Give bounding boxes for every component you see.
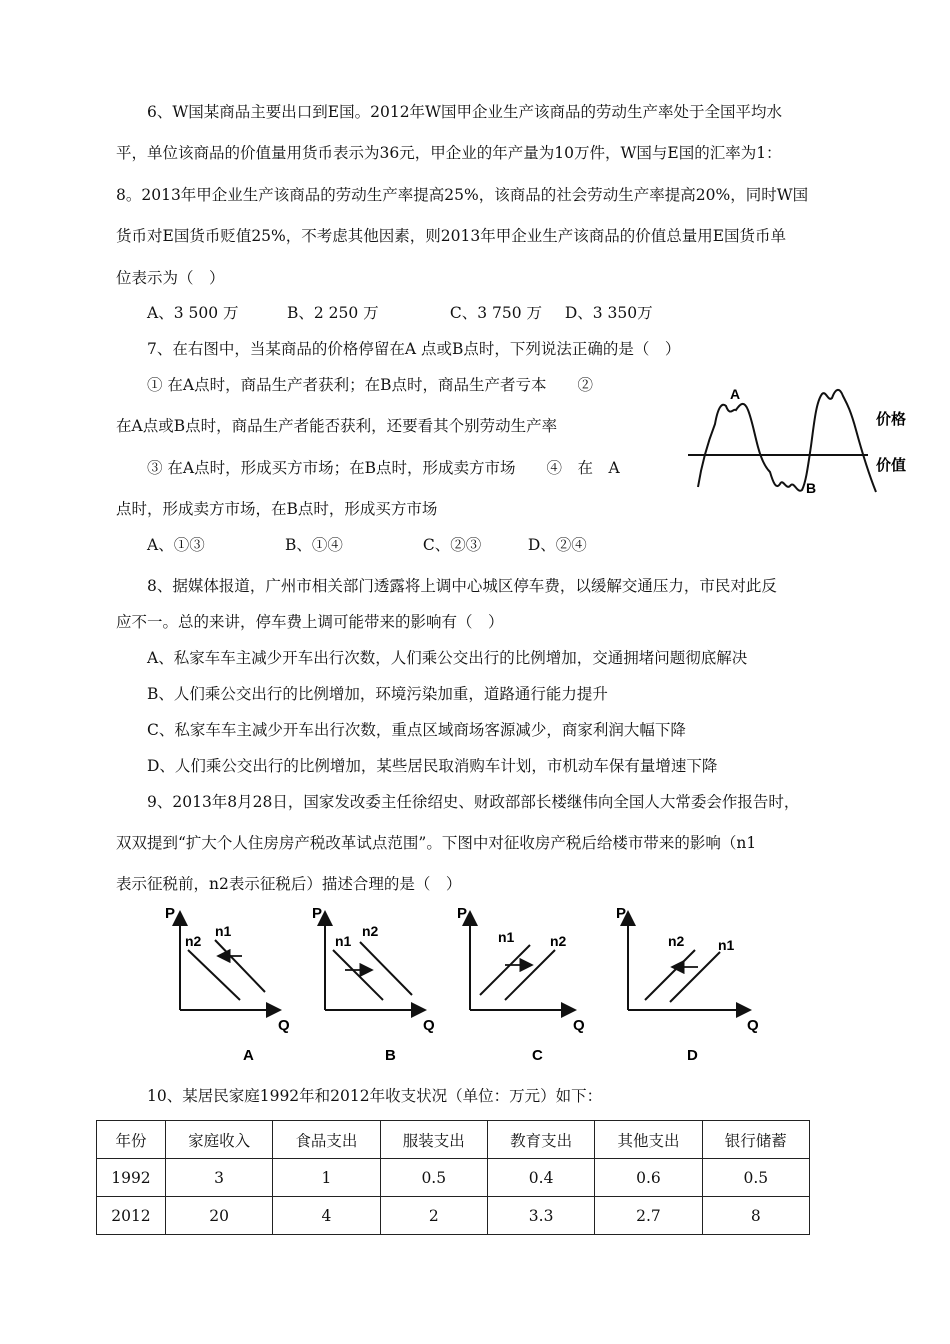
graph-c-p-label: P — [457, 905, 468, 922]
graph-a-n2-label: n2 — [185, 933, 202, 949]
q7-line-1: 7、在右图中，当某商品的价格停留在A 点或B点时，下列说法正确的是（ ） — [147, 340, 681, 358]
table-cell: 20 — [165, 1197, 272, 1235]
graph-d-p-label: P — [616, 905, 627, 922]
graph-a-n1-label: n1 — [215, 923, 232, 939]
table-header: 银行储蓄 — [702, 1121, 809, 1159]
q7-options — [147, 535, 587, 555]
table-header: 教育支出 — [487, 1121, 594, 1159]
graph-b-n2-label: n2 — [362, 923, 379, 939]
graph-a-label: A — [243, 1047, 254, 1064]
q8-option-c: C、私家车车主减少开车出行次数，重点区域商场客源减少，商家利润大幅下降 — [147, 721, 686, 739]
graph-c-n2-label: n2 — [550, 933, 567, 949]
q10-title: 10、某居民家庭1992年和2012年收支状况（单位：万元）如下： — [147, 1087, 603, 1105]
price-label: 价格 — [876, 411, 907, 428]
price-value-figure — [680, 372, 925, 502]
table-cell: 3.3 — [487, 1197, 594, 1235]
graph-c — [457, 905, 585, 1064]
q7-line-5: 点时，形成卖方市场，在B点时，形成买方市场 — [116, 500, 438, 518]
graph-a-q-label: Q — [278, 1017, 290, 1034]
table-cell: 2012 — [97, 1197, 166, 1235]
graph-b-p-label: P — [312, 905, 323, 922]
q6-option-b: B、2 250 万 — [286, 304, 379, 322]
table-header: 食品支出 — [273, 1121, 380, 1159]
q7-option-c: C、②③ — [422, 536, 482, 554]
graph-a — [165, 905, 290, 1064]
q7-line-2: ① 在A点时，商品生产者获利；在B点时，商品生产者亏本 ② — [147, 376, 594, 394]
q6-option-d: D、3 350万 — [564, 304, 653, 322]
graph-c-n2-line — [505, 950, 555, 1000]
graph-b-n1-label: n1 — [335, 933, 352, 949]
income-expense-table — [96, 1120, 810, 1235]
q7-option-b: B、①④ — [284, 536, 343, 554]
q7-option-a: A、①③ — [147, 536, 205, 554]
table-cell: 1 — [273, 1159, 380, 1197]
table-cell: 3 — [165, 1159, 272, 1197]
q9-line-3: 表示征税前，n2表示征税后）描述合理的是（ ） — [116, 875, 462, 893]
table-cell: 0.5 — [702, 1159, 809, 1197]
q9-graphs — [150, 900, 800, 1070]
graph-c-n1-label: n1 — [498, 929, 515, 945]
graph-c-q-label: Q — [573, 1017, 585, 1034]
table-row — [97, 1159, 810, 1197]
table-header: 其他支出 — [595, 1121, 702, 1159]
q6-options — [147, 303, 653, 323]
q7-line-3: 在A点或B点时，商品生产者能否获利，还要看其个别劳动生产率 — [116, 417, 558, 435]
table-cell: 8 — [702, 1197, 809, 1235]
graph-d-n2-line — [645, 950, 695, 1000]
table-cell: 0.5 — [380, 1159, 487, 1197]
q8-option-d: D、人们乘公交出行的比例增加，某些居民取消购车计划，市机动车保有量增速下降 — [147, 757, 718, 775]
q6-line-4: 货币对E国货币贬值25%，不考虑其他因素，则2013年甲企业生产该商品的价值总量用E国货币单 — [116, 227, 787, 245]
graph-c-n1-line — [480, 945, 530, 995]
point-a-label: A — [730, 386, 741, 402]
q9-line-2: 双双提到“扩大个人住房房产税改革试点范围”。下图中对征收房产税后给楼市带来的影响（n1 — [116, 834, 757, 852]
graph-d-n2-label: n2 — [668, 933, 685, 949]
q7-line-4: ③ 在A点时，形成买方市场；在B点时，形成卖方市场 ④ 在 A — [147, 459, 620, 477]
table-cell: 1992 — [97, 1159, 166, 1197]
graph-b-n2-line — [360, 942, 412, 995]
q8-option-a: A、私家车车主减少开车出行次数，人们乘公交出行的比例增加，交通拥堵问题彻底解决 — [147, 649, 748, 667]
q6-line-2: 平，单位该商品的价值量用货币表示为36元，甲企业的年产量为10万件，W国与E国的汇率为1： — [116, 144, 782, 162]
q6-option-a: A、3 500 万 — [147, 304, 239, 322]
q6-line-1: 6、W国某商品主要出口到E国。2012年W国甲企业生产该商品的劳动生产率处于全国平均水 — [147, 103, 782, 121]
table-cell: 2.7 — [595, 1197, 702, 1235]
graph-c-label: C — [532, 1047, 543, 1064]
graph-b-label: B — [385, 1047, 396, 1064]
value-label: 价值 — [876, 457, 907, 474]
q8-option-b: B、人们乘公交出行的比例增加，环境污染加重，道路通行能力提升 — [147, 685, 608, 703]
graph-d-q-label: Q — [747, 1017, 759, 1034]
table-cell: 4 — [273, 1197, 380, 1235]
table-cell: 0.4 — [487, 1159, 594, 1197]
graph-b-q-label: Q — [423, 1017, 435, 1034]
graph-b — [312, 905, 435, 1064]
q6-line-3: 8。2013年甲企业生产该商品的劳动生产率提高25%，该商品的社会劳动生产率提高20%，同时W国 — [116, 186, 809, 204]
table-header-row — [97, 1121, 810, 1159]
table-row — [97, 1197, 810, 1235]
table-header: 服装支出 — [380, 1121, 487, 1159]
graph-d-n1-line — [670, 952, 720, 1002]
table-header: 年份 — [97, 1121, 166, 1159]
graph-d — [616, 905, 759, 1064]
price-curve — [698, 390, 876, 492]
graph-a-p-label: P — [165, 905, 176, 922]
graph-d-n1-label: n1 — [718, 937, 735, 953]
point-b-label: B — [806, 480, 817, 496]
q6-option-c: C、3 750 万 — [449, 304, 543, 322]
q8-line-2: 应不一。总的来讲，停车费上调可能带来的影响有（ ） — [116, 613, 504, 631]
table-cell: 0.6 — [595, 1159, 702, 1197]
q9-line-1: 9、2013年8月28日，国家发改委主任徐绍史、财政部部长楼继伟向全国人大常委会作报告时， — [147, 793, 800, 811]
q8-line-1: 8、据媒体报道，广州市相关部门透露将上调中心城区停车费，以缓解交通压力，市民对此反 — [147, 577, 777, 595]
table-cell: 2 — [380, 1197, 487, 1235]
q7-option-d: D、②④ — [527, 536, 587, 554]
table-header: 家庭收入 — [165, 1121, 272, 1159]
q6-line-5: 位表示为（ ） — [116, 269, 225, 287]
graph-d-label: D — [687, 1047, 698, 1064]
